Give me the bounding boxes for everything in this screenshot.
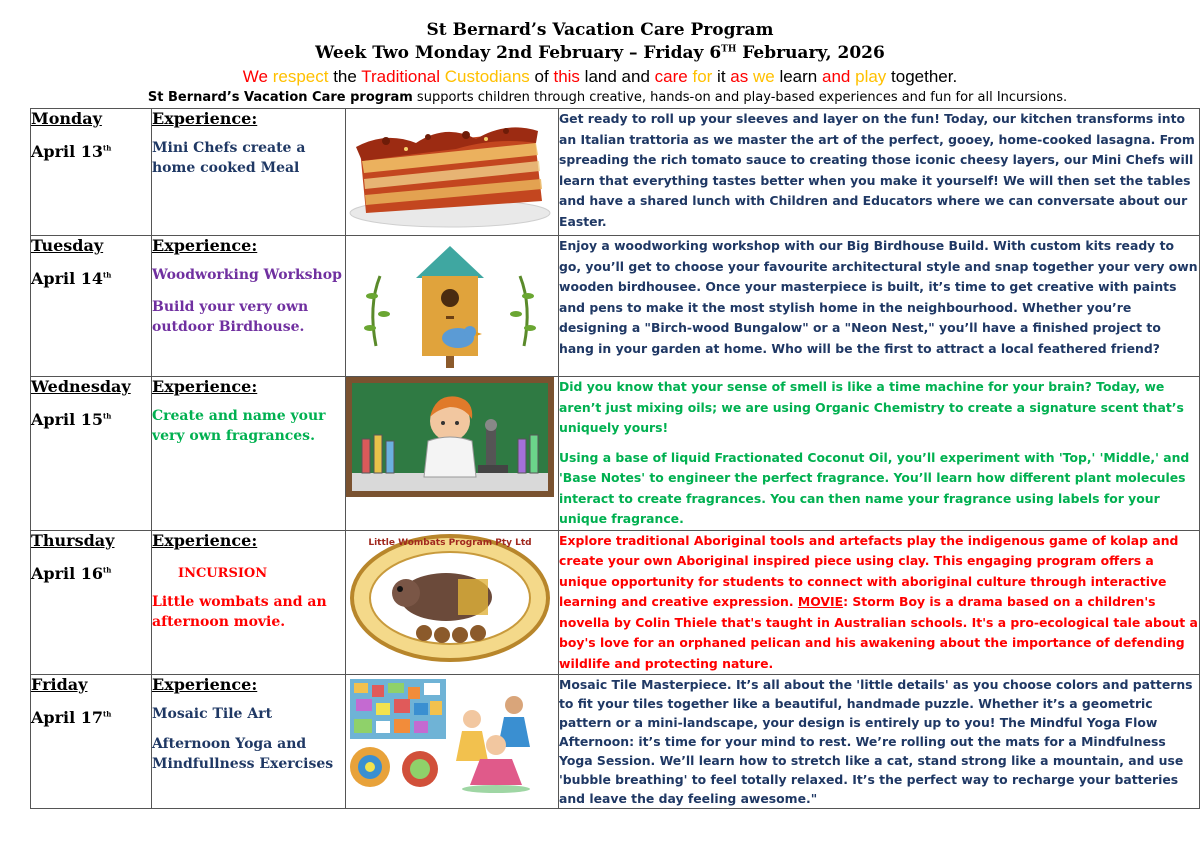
day-cell	[31, 109, 152, 236]
description-cell	[559, 109, 1200, 236]
day-name: Wednesday	[31, 377, 131, 396]
acknowledgement-line	[0, 67, 1200, 87]
description-cell	[559, 236, 1200, 377]
week-heading-end: February, 2026	[736, 43, 885, 63]
experience-title: Create and name your very own fragrances.	[152, 408, 326, 444]
experience-cell	[152, 236, 346, 377]
program-subtitle	[0, 90, 1200, 105]
experience-cell	[152, 377, 346, 531]
ack-word: Custodians	[444, 67, 530, 86]
experience-label: Experience:	[152, 675, 258, 694]
ack-word: of	[534, 67, 549, 86]
day-date-text: April 14	[31, 269, 104, 288]
activity-description	[559, 531, 1199, 675]
ack-word: for	[692, 67, 713, 86]
ack-word: We	[242, 67, 268, 86]
image-cell	[346, 675, 559, 809]
ack-word: the	[333, 67, 357, 86]
day-date	[31, 708, 151, 727]
logo-text: Little Wombats Program Pty Ltd	[368, 537, 532, 548]
subtitle-text: supports children through creative, hands-on and play-based experiences and fun for all Incursions.	[412, 90, 1068, 105]
activity-description: Enjoy a woodworking workshop with our Big Birdhouse Build. With custom kits ready to go, you’ll get to choose your favourite architectural style and snap together your very own wooden birdhousee. Once your masterpiece is built, it’s time to get creative with paints and pens to make it the most stylish home in the neighbourhood. Whether you’re designing a "Birch-wood Bungalow" or a "Neon Nest," you’ll have a finished project to hang in your garden at home. Who will be the first to attract a local feathered friend?	[559, 238, 1198, 356]
day-name: Monday	[31, 109, 102, 128]
incursion-label: INCURSION	[178, 565, 268, 581]
activity-description: Get ready to roll up your sleeves and layer on the fun! Today, our kitchen transforms into an Italian trattoria as we master the art of the perfect, gooey, home-cooked lasagna. From spreading the rich tomato sauce to creating those iconic cheesy layers, our Mini Chefs will learn that everything tastes better when you make it yourself! We will then set the tables and have a shared lunch with Children and Educators where we can conversate about our Easter.	[559, 111, 1195, 229]
experience-cell	[152, 109, 346, 236]
experience-title: Mosaic Tile Art	[152, 706, 273, 722]
day-date-sup: th	[103, 143, 112, 153]
day-cell	[31, 377, 152, 531]
mosaic-yoga-image	[346, 675, 554, 797]
day-cell	[31, 530, 152, 675]
week-heading-sup: TH	[721, 44, 737, 55]
image-cell	[346, 236, 559, 377]
experience-label: Experience:	[152, 236, 258, 255]
experience-title: Mini Chefs create a home cooked Meal	[152, 140, 306, 176]
description-cell	[559, 377, 1200, 531]
experience-label: Experience:	[152, 109, 258, 128]
birdhouse-image	[346, 236, 554, 370]
experience-title: Little wombats and an afternoon movie.	[152, 593, 327, 630]
week-heading	[0, 43, 1200, 63]
day-row-wednesday	[31, 377, 1200, 531]
day-date-sup: th	[103, 411, 112, 421]
ack-word: play	[855, 67, 887, 86]
ack-word: care	[654, 67, 688, 86]
day-date	[31, 142, 151, 161]
description-cell	[559, 530, 1200, 675]
experience-label: Experience:	[152, 530, 258, 550]
day-date-text: April 15	[31, 410, 104, 429]
desc-intro: Explore traditional Aboriginal tools and artefacts play the indigenous game of kolap and create your own Aboriginal inspired piece using clay. This engaging program offers a unique opportunity for students to connect with aboriginal culture through interactive learning and creative expression.	[559, 532, 1179, 609]
day-row-tuesday	[31, 236, 1200, 377]
ack-word: this	[553, 67, 580, 86]
ack-word: and	[621, 67, 650, 86]
day-date-text: April 17	[31, 708, 104, 727]
ack-word: it	[717, 67, 726, 86]
experience-detail: Afternoon Yoga and Mindfullness Exercises	[152, 736, 334, 772]
experience-cell	[152, 675, 346, 809]
experience-detail: Build your very own outdoor Birdhouse.	[152, 299, 309, 335]
day-date-text: April 13	[31, 142, 104, 161]
day-date	[31, 410, 151, 429]
day-date-sup: th	[103, 709, 112, 719]
image-cell	[346, 377, 559, 531]
ack-word: learn	[779, 67, 818, 86]
activity-description-2: Afternoon: it’s time for your mind to rest. We’re rolling out the mats for a Mindfulness Yoga Session. We’ll learn how to stretch like a cat, stand strong like a mountain, and use 'bubble breathing' to feel totally relaxed. It’s the perfect way to recharge your batteries and leave the day feeling awesome."	[559, 734, 1184, 806]
image-cell	[346, 109, 559, 236]
day-date-sup: th	[103, 565, 112, 575]
day-date	[31, 564, 151, 583]
day-row-thursday	[31, 530, 1200, 675]
day-row-monday	[31, 109, 1200, 236]
day-row-friday	[31, 675, 1200, 809]
activity-description-2: Using a base of liquid Fractionated Coconut Oil, you’ll experiment with 'Top,' 'Middle,' and 'Base Notes' to engineer the perfect fragrance. You’ll learn how different plant molecules interact to create fragrances. You can then name your fragrance using labels for your unique fragrance.	[559, 449, 1190, 526]
activity-description: Did you know that your sense of smell is like a time machine for your brain? Today, we aren’t just mixing oils; we are using Organic Chemistry to create a signature scent that’s uniquely yours!	[559, 379, 1184, 435]
desc-movie: : Storm Boy is a drama based on a children's novella by Colin Thiele that's taught in Australian schools. It's a pro-ecological tale about a boy's love for an orphaned pelican and his awakening about the importance of defending wildlife and protecting nature.	[559, 594, 1198, 671]
day-name: Tuesday	[31, 236, 104, 255]
ack-word: and	[822, 67, 851, 86]
ack-word: Traditional	[361, 67, 441, 86]
little-wombats-logo	[346, 531, 554, 665]
movie-label: MOVIE	[797, 594, 844, 609]
day-date	[31, 269, 151, 288]
description-cell	[559, 675, 1200, 809]
ack-word: as	[730, 67, 749, 86]
ack-word: respect	[272, 67, 329, 86]
day-cell	[31, 236, 152, 377]
page-title: St Bernard’s Vacation Care Program	[426, 20, 774, 40]
day-date-sup: th	[103, 270, 112, 280]
schedule-table	[30, 108, 1200, 809]
day-name: Friday	[31, 675, 88, 694]
scientist-image	[346, 377, 554, 497]
week-heading-text: Week Two Monday 2nd February – Friday 6	[315, 43, 722, 63]
ack-word: land	[584, 67, 617, 86]
ack-word: together.	[891, 67, 958, 86]
experience-label: Experience:	[152, 377, 258, 396]
experience-cell	[152, 530, 346, 675]
activity-description: Mosaic Tile Masterpiece. It’s all about the 'little details' as you choose colors and patterns to fit your tiles together like a beautiful, handmade puzzle. Whether it’s a geometric pattern or a mini-landscape, your design is entirely up to you! The Mindful Yoga Flow	[559, 677, 1193, 730]
lasagna-image	[346, 109, 554, 229]
day-cell	[31, 675, 152, 809]
image-cell	[346, 530, 559, 675]
day-date-text: April 16	[31, 563, 104, 583]
experience-title: Woodworking Workshop	[152, 267, 342, 283]
ack-word: we	[752, 67, 775, 86]
subtitle-program-name: St Bernard’s Vacation Care program	[147, 90, 413, 105]
day-name: Thursday	[31, 530, 115, 550]
